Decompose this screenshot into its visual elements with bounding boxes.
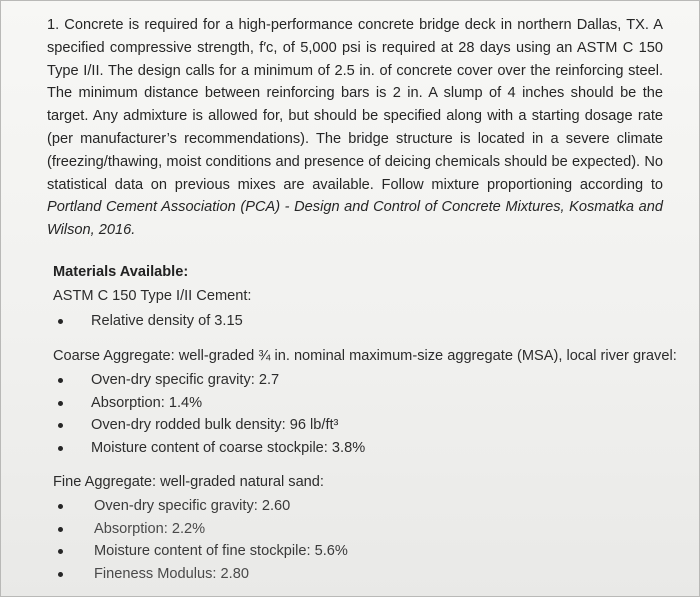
bullet-icon (58, 319, 63, 324)
bullet-icon (58, 423, 63, 428)
reference-citation: Portland Cement Association (PCA) - Design and Control of Concrete Mixtures, Kosmatka and Wilson, 2016. (47, 199, 663, 239)
bullet-icon (58, 572, 63, 577)
problem-statement (47, 14, 663, 242)
materials-heading: Materials Available: (53, 264, 189, 280)
bullet-icon (58, 549, 63, 554)
problem-text: 1. Concrete is required for a high-performance concrete bridge deck in northern Dallas, TX. A specified compressive strength, f′c, of 5,000 psi is required at 28 days using an ASTM C 150 Type I/II. The design calls for a minimum of 2.5 in. of concrete cover over the reinforcing steel. The minimum distance between reinforcing bars is 2 in. A slump of 4 inches should be the target. Any admixture is allowed for, but should be specified along with a starting dosage rate (per manufacturer’s recommendations). The bridge structure is located in a severe climate (freezing/thawing, moist conditions and presence of deicing chemicals should be expected). No statistical data on previous mixes are available. Follow mixture proportioning according to (47, 17, 663, 193)
fine-aggregate-heading: Fine Aggregate: well-graded natural sand: (53, 474, 324, 490)
coarse-aggregate-heading: Coarse Aggregate: well-graded ¾ in. nominal maximum-size aggregate (MSA), local river gravel: (53, 348, 677, 364)
bullet-icon (58, 446, 63, 451)
bullet-icon (58, 378, 63, 383)
cement-heading: ASTM C 150 Type I/II Cement: (53, 288, 252, 304)
bullet-icon (58, 504, 63, 509)
document-page: 1. Concrete is required for a high-performance concrete bridge deck in northern Dallas, TX. A specified compressive strength, f′c, of 5,000 psi is required at 28 days using an ASTM C 150 Type I/II. The design calls for a minimum of 2.5 in. of concrete cover over the reinforcing steel. The minimum distance between reinforcing bars is 2 in. A slump of 4 inches should be the target. Any admixture is allowed for, but should be specified along with a starting dosage rate (per manufacturer’s recommendations). The bridge structure is located in a severe climate (freezing/thawing, moist conditions and presence of deicing chemicals should be expected). No statistical data on previous mixes are available. Follow mixture proportioning according to Portland Cement Association (PCA) - Design and Control of Concrete Mixtures, Kosmatka and Wilson, 2016. Materials Available: ASTM C 150 Type I/II Cement: Relative density of 3.15 Coarse Aggregate: well-graded ¾ in. nominal maximum-size aggregate (MSA), local river gravel: Oven-dry specific gravity: 2.7 Absorption: 1.4% Oven-dry rodded bulk density: 96 lb/ft³ Moisture content of coarse stockpile: 3.8% Fine Aggregate: well-graded natural sand: Oven-dry specific gravity: 2.60 Absorption: 2.2% Moisture content of fine stockpile: 5.6% Fineness Modulus: 2.80 (0, 0, 700, 597)
bullet-icon (58, 527, 63, 532)
bullet-icon (58, 401, 63, 406)
